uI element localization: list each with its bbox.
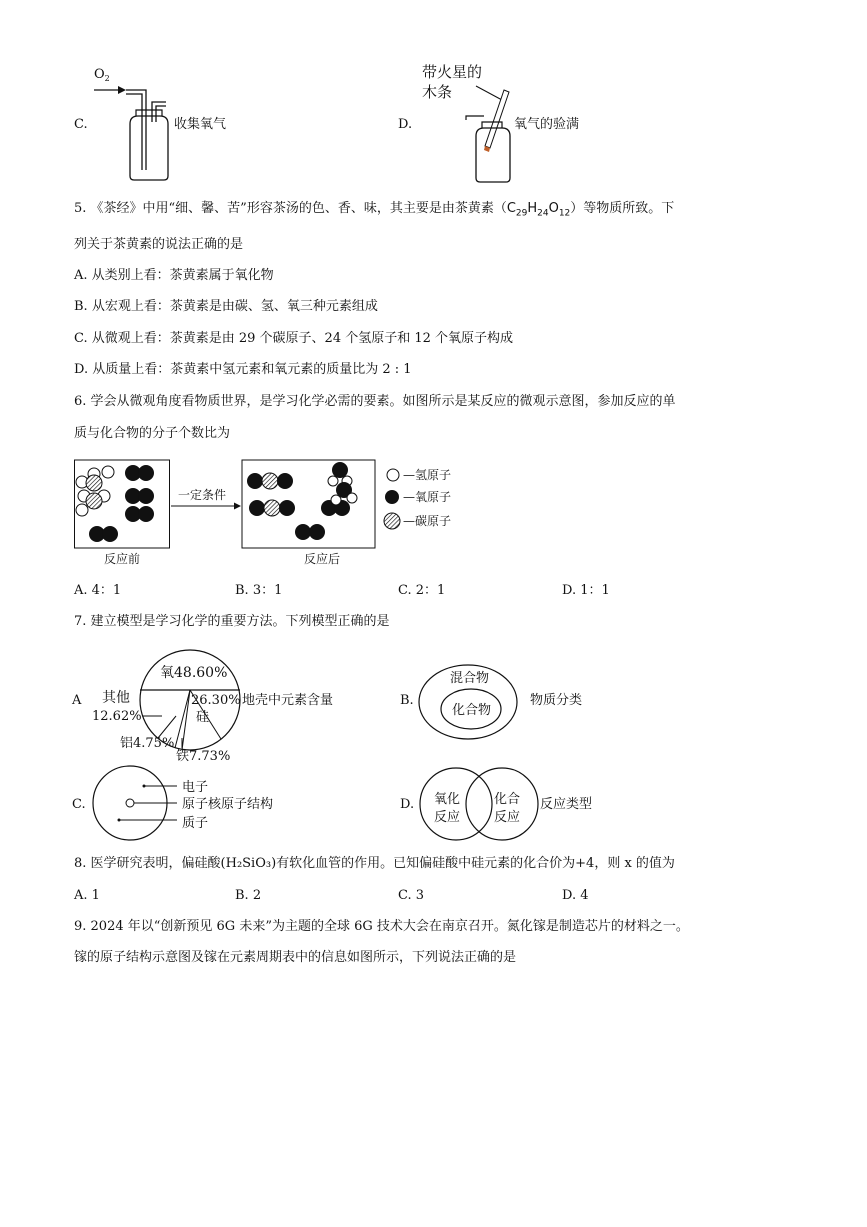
proton-label: 质子 [182,816,209,831]
q5-option-a[interactable]: A. 从类别上看：茶黄素属于氧化物 [74,268,274,283]
pie-silicon-pct: 26.30% [191,693,241,708]
q5-stem-line2: 列关于茶黄素的说法正确的是 [74,237,244,252]
option-letter-c: C. [72,797,86,812]
option-letter-a: A [72,693,82,708]
pie-iron-label: 铁7.73% [176,749,231,764]
hydrogen-legend-icon [387,469,399,481]
q5-option-b[interactable]: B. 从宏观上看：茶黄素是由碳、氢、氧三种元素组成 [74,299,378,314]
q5-option-c[interactable]: C. 从微观上看：茶黄素是由 29 个碳原子、24 个氢原子和 12 个氧原子构成 [74,331,514,346]
pie-other-label-1: 其他 [102,690,130,706]
q6-stem-line2: 质与化合物的分子个数比为 [74,426,231,441]
option-letter-d: D. [398,117,413,132]
oxygen-legend-icon [385,490,399,504]
q8-stem: 8. 医学研究表明，偏硅酸(H₂SiO₃)有软化血管的作用。已知偏硅酸中硅元素的化合价为+4，则 x 的值为 [74,856,675,871]
compound-label: 化合物 [452,703,492,718]
reaction-microscopic-diagram [74,458,474,568]
option-letter-c: C. [74,117,88,132]
arrow-condition-label: 一定条件 [178,488,227,502]
oxidation-label-1: 氧化 [434,792,461,807]
option-a-caption: 地壳中元素含量 [242,693,334,708]
q5-option-d[interactable]: D. 从质量上看：茶黄素中氢元素和氧元素的质量比为 2 : 1 [74,362,412,377]
reaction-type-venn-diagram [420,766,540,846]
legend-carbon: —碳原子 [403,514,452,528]
after-label: 反应后 [304,552,341,566]
q9-stem-line1: 9. 2024 年以“创新预见 6G 未来”为主题的全球 6G 技术大会在南京召开。氮化镓是制造芯片的材料之一。 [74,919,689,934]
q6-option-b[interactable]: B. 3：1 [235,583,283,598]
oxidation-label-2: 反应 [434,810,461,825]
oxygen-label: $O_2$ [94,67,110,83]
q8-option-c[interactable]: C. 3 [398,888,425,903]
q6-option-a[interactable]: A. 4：1 [74,583,122,598]
mixture-label: 混合物 [450,671,490,686]
q6-stem-line1: 6. 学会从微观角度看物质世界，是学习化学必需的要素。如图所示是某反应的微观示意图，参加反应的单 [74,394,676,409]
q8-option-b[interactable]: B. 2 [235,888,262,903]
splint-label-line1: 带火星的 [422,63,483,81]
combination-label-2: 反应 [494,810,521,825]
carbon-legend-icon [384,513,400,529]
electron-label: 电子 [182,780,209,795]
q7-stem: 7. 建立模型是学习化学的重要方法。下列模型正确的是 [74,614,390,629]
q6-option-c[interactable]: C. 2：1 [398,583,446,598]
option-c-caption: 收集氧气 [174,117,227,132]
nucleus-label: 原子核原子结构 [182,797,274,812]
pie-other-label-2: 12.62% [92,709,142,724]
oxygen-full-test-diagram [462,78,542,188]
legend-hydrogen: —氢原子 [403,468,452,482]
option-b-caption: 物质分类 [530,693,583,708]
combination-label-1: 化合 [494,792,521,807]
q9-stem-line2: 镓的原子结构示意图及镓在元素周期表中的信息如图所示，下列说法正确的是 [74,950,517,965]
before-label: 反应前 [104,552,141,566]
splint-label-line2: 木条 [422,83,453,101]
pie-silicon-label: 硅 [196,710,210,725]
pie-oxygen-label: 氧48.60% [160,665,228,681]
q8-option-d[interactable]: D. 4 [562,888,589,903]
option-letter-d: D. [400,797,415,812]
option-d-caption: 氧气的验满 [514,117,580,132]
q8-option-a[interactable]: A. 1 [74,888,100,903]
q6-option-d[interactable]: D. 1：1 [562,583,610,598]
legend-oxygen: —氧原子 [403,490,452,504]
option-letter-b: B. [400,693,414,708]
option-d-caption: 反应类型 [540,797,593,812]
q5-stem-line1: 5. 《茶经》中用“细、馨、苦”形容茶汤的色、香、味，其主要是由茶黄素$(C_{29}H_{24}O_{12})$等物质所致。下 [74,201,675,219]
pie-aluminium-label: 铝4.75% [120,736,175,751]
substance-classification-diagram [418,664,528,744]
